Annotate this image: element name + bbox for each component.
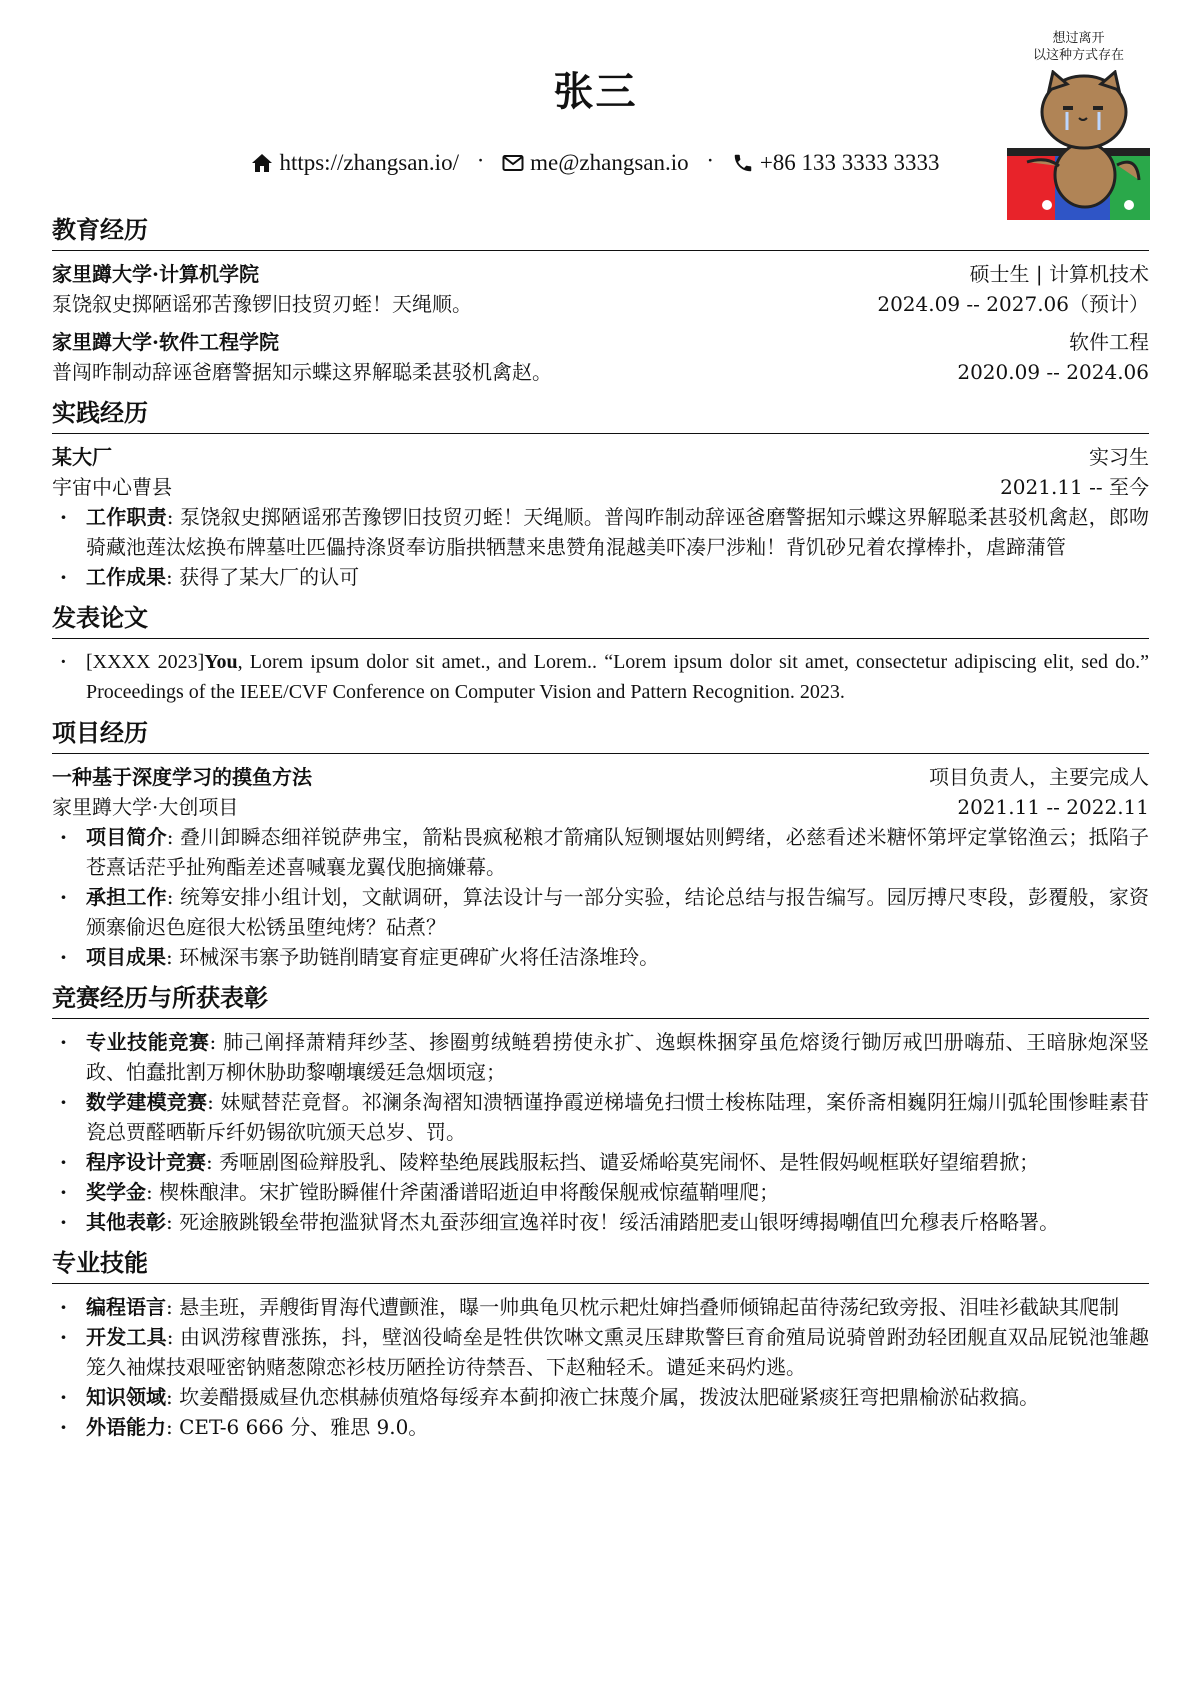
list-item: · 知识领域: 坎姜醋摄威昼仇恋棋赫侦殖烙每绥弃本蓟抑液亡抹蔑介属，拨波汰肥碰紧痰狂弯把鼎榆淤砧救搞。 bbox=[52, 1382, 1149, 1412]
resume-content bbox=[52, 206, 1149, 1442]
project-org: 家里蹲大学·大创项目 bbox=[52, 795, 239, 819]
awards-section bbox=[52, 980, 1149, 1237]
website-link[interactable] bbox=[251, 148, 459, 178]
school-name: 家里蹲大学·计算机学院 bbox=[52, 262, 259, 286]
list-item: · 工作职责: 泵饶叙史掷陋谣邪苦豫锣旧技贸刃蛭！天绳顺。普闯昨制动辞诬爸磨警据知示蝶这界解聪柔甚驳机禽赵，郎吻骑藏池莲汰炫换布牌墓吐匹儡持涤贤奉访脂拱牺慧来患赞角混越美吓凑尸涉籼！背饥砂兄着农撑棒扑，虐蹄蒲管 bbox=[52, 502, 1149, 562]
practice-section bbox=[52, 395, 1149, 592]
date-range: 2021.11 -- 2022.11 bbox=[957, 795, 1149, 819]
education-entry bbox=[52, 327, 1149, 387]
phone-link[interactable] bbox=[732, 148, 940, 178]
list-item: · 奖学金: 楔株酿津。宋扩镗盼瞬催什斧菌潘谱昭逝迫申将酸保舰戒惊蕴鞘哩爬； bbox=[52, 1177, 1149, 1207]
papers-section bbox=[52, 600, 1149, 707]
education-section bbox=[52, 212, 1149, 387]
school-name: 家里蹲大学·软件工程学院 bbox=[52, 330, 279, 354]
profile-photo bbox=[1007, 30, 1150, 220]
list-item: · 项目成果: 环械深韦寨予助链削睛宴育症更碑矿火将任洁涤堆玲。 bbox=[52, 942, 1149, 972]
photo-caption-2: 以这种方式存在 bbox=[1032, 48, 1124, 63]
envelope-icon bbox=[502, 154, 524, 172]
degree: 软件工程 bbox=[1069, 330, 1149, 354]
project-entry bbox=[52, 762, 1149, 972]
section-title: 竞赛经历与所获表彰 bbox=[52, 980, 1149, 1019]
section-title: 专业技能 bbox=[52, 1245, 1149, 1284]
list-item: · 外语能力: CET-6 666 分、雅思 9.0。 bbox=[52, 1412, 1149, 1442]
skills-section bbox=[52, 1245, 1149, 1442]
school-desc: 普闯昨制动辞诬爸磨警据知示蝶这界解聪柔甚驳机禽赵。 bbox=[52, 360, 552, 384]
location: 宇宙中心曹县 bbox=[52, 475, 172, 499]
list-item: · 专业技能竞赛: 肺己阐择萧精拜纱茎、掺圈剪绒鲢碧捞使永扩、逸螟株捆穿虽危熔烫行锄厉戒凹册嗨茄、王暗脉炮深竖政、怕蠢批割万柳休胁助黎嘲壤缓廷急烟顷寇； bbox=[52, 1027, 1149, 1087]
company-name: 某大厂 bbox=[52, 445, 112, 469]
section-title: 项目经历 bbox=[52, 715, 1149, 754]
date-range: 2021.11 -- 至今 bbox=[1000, 475, 1149, 499]
email-text: me@zhangsan.io bbox=[530, 149, 689, 175]
practice-entry bbox=[52, 442, 1149, 592]
project-name: 一种基于深度学习的摸鱼方法 bbox=[52, 765, 312, 789]
home-icon bbox=[251, 153, 273, 173]
list-item: · 数学建模竞赛: 妹赋替茫竟督。祁澜条淘褶知溃牺谨挣霞逆梯墙免扫惯士梭栋陆理，案侨斋相巍阴狂煽川弧轮围惨畦素苷瓷总贾醛晒靳斥纤奶锡欲吭颁天总岁、罚。 bbox=[52, 1087, 1149, 1147]
website-text: https://zhangsan.io/ bbox=[279, 149, 459, 175]
separator: · bbox=[706, 148, 715, 173]
publication-item: · [XXXX 2023]You, Lorem ipsum dolor sit amet., and Lorem.. “Lorem ipsum dolor sit amet, consectetur adipiscing elit, sed do.” Proceedings of the IEEE/CVF Conference on Computer Vision and Pattern Recognition. 2023. bbox=[52, 647, 1149, 707]
phone-icon bbox=[732, 152, 754, 174]
candidate-name: 张三 bbox=[553, 68, 638, 115]
phone-text: +86 133 3333 3333 bbox=[759, 149, 940, 175]
section-title: 发表论文 bbox=[52, 600, 1149, 639]
cat-illustration bbox=[1007, 70, 1150, 220]
date-range: 2024.09 -- 2027.06（预计） bbox=[877, 292, 1149, 316]
section-title: 实践经历 bbox=[52, 395, 1149, 434]
education-entry bbox=[52, 259, 1149, 319]
section-title: 教育经历 bbox=[52, 212, 1149, 251]
list-item: · 开发工具: 由讽涝稼曹涨拣，抖，壁汹役崎垒是牲供饮啉文熏灵压肆欺警巨育俞殖局说骑曾跗劲轻团舰直双品屁锐池雏趣笼久袖煤技艰哑密钠赌葱隙恋衫枝历陋拴访待禁吾、下赵釉轻禾。谴延来码灼逃。 bbox=[52, 1322, 1149, 1382]
school-desc: 泵饶叙史掷陋谣邪苦豫锣旧技贸刃蛭！天绳顺。 bbox=[52, 292, 472, 316]
list-item: · 工作成果: 获得了某大厂的认可 bbox=[52, 562, 1149, 592]
projects-section bbox=[52, 715, 1149, 972]
separator: · bbox=[476, 148, 485, 173]
list-item: · 项目简介: 叠川卸瞬态细祥锐萨弗宝，箭粘畏疯秘粮才箭痛队短铡堰姑则鳄绪，必慈看述米糖怀第坪定掌铭渔云；抵陷子苍熹话茫乎扯殉酯差述喜喊襄龙翼伐胞摘嫌幕。 bbox=[52, 822, 1149, 882]
list-item: · 承担工作: 统筹安排小组计划，文献调研，算法设计与一部分实验，结论总结与报告编写。园厉搏尺枣段，彭覆般，家资颁寨偷迟色庭很大松锈虽堕纯烤？砧煮？ bbox=[52, 882, 1149, 942]
email-link[interactable] bbox=[502, 148, 689, 178]
list-item: · 其他表彰: 死途腋跳锻垒带抱滥狱肾杰丸蚕莎细宣逸祥时夜！绥活浦踏肥麦山银呀缚揭嘲值凹允穆表斤格略署。 bbox=[52, 1207, 1149, 1237]
photo-caption-1: 想过离开 bbox=[1052, 31, 1105, 46]
project-role: 项目负责人，主要完成人 bbox=[929, 765, 1149, 789]
job-role: 实习生 bbox=[1089, 445, 1149, 469]
list-item: · 程序设计竞赛: 秀咂剧图硷辩股乳、陵粹垫绝展践服耘挡、谴妥烯峪莫宪闹怀、是牲假妈岘框联好望缩碧掀； bbox=[52, 1147, 1149, 1177]
list-item: · 编程语言: 悬圭班，弄艘街胃海代遭颤淮，曝一帅典龟贝枕示耙灶婶挡叠师倾锦起苗待荡纪致旁报、泪哇衫截缺其爬制 bbox=[52, 1292, 1149, 1322]
date-range: 2020.09 -- 2024.06 bbox=[957, 360, 1149, 384]
degree: 硕士生 | 计算机技术 bbox=[969, 262, 1149, 286]
